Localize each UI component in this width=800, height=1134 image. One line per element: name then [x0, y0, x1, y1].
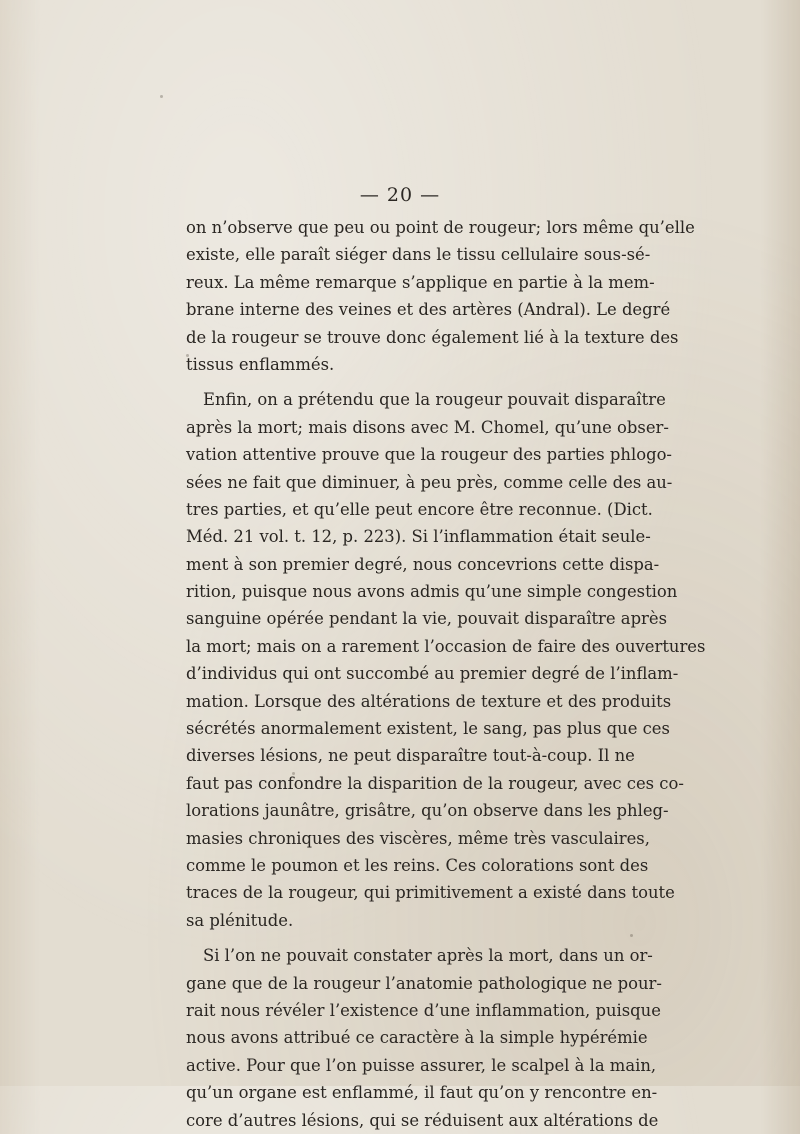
text-line: sanguine opérée pendant la vie, pouvait disparaître après — [186, 609, 668, 629]
text-line: nous avons attribué ce caractère à la simple hypérémie — [186, 1028, 648, 1048]
text-line: traces de la rougeur, qui primitivement a existé dans toute — [186, 883, 675, 903]
text-line: Méd. 21 vol. t. 12, p. 223). Si l’inflammation était seule- — [186, 527, 651, 547]
text-line: après la mort; mais disons avec M. Chomel, qu’une obser- — [186, 417, 669, 437]
text-line: Si l’on ne pouvait constater après la mort, dans un or- — [203, 946, 653, 966]
text-line: vation attentive prouve que la rougeur des parties phlogo- — [186, 445, 672, 465]
text-line: sécrétés anormalement existent, le sang, pas plus que ces — [186, 719, 670, 739]
text-line: ment à son premier degré, nous concevrions cette dispa- — [186, 554, 660, 574]
text-line: diverses lésions, ne peut disparaître tout-à-coup. Il ne — [186, 746, 635, 766]
body-text — [186, 214, 706, 1134]
text-line: active. Pour que l’on puisse assurer, le scalpel à la main, — [186, 1055, 657, 1075]
paper-speck — [630, 934, 633, 937]
text-line: gane que de la rougeur l’anatomie pathologique ne pour- — [186, 973, 662, 993]
paper-speck — [292, 772, 295, 775]
page-number: — 20 — — [359, 184, 441, 206]
paragraph-gap — [186, 934, 631, 942]
text-line: lorations jaunâtre, grisâtre, qu’on observe dans les phleg- — [186, 801, 669, 821]
text-line: la mort; mais on a rarement l’occasion de faire des ouvertures — [186, 636, 706, 656]
text-line: reux. La même remarque s’applique en partie à la mem- — [186, 272, 655, 292]
text-line: core d’autres lésions, qui se réduisent aux altérations de — [186, 1110, 659, 1130]
text-line: mation. Lorsque des altérations de texture et des produits — [186, 691, 672, 711]
paper-speck — [186, 354, 189, 357]
text-line: qu’un organe est enflammé, il faut qu’on y rencontre en- — [186, 1083, 658, 1103]
text-line: masies chroniques des viscères, même très vasculaires, — [186, 828, 650, 848]
text-line: sées ne fait que diminuer, à peu près, comme celle des au- — [186, 472, 673, 492]
text-line: tres parties, et qu’elle peut encore être reconnue. (Dict. — [186, 499, 653, 519]
text-line: faut pas confondre la disparition de la rougeur, avec ces co- — [186, 773, 684, 793]
text-line: rition, puisque nous avons admis qu’une simple congestion — [186, 582, 678, 602]
text-line: d’individus qui ont succombé au premier degré de l’inflam- — [186, 664, 679, 684]
text-line: brane interne des veines et des artères (Andral). Le degré — [186, 300, 671, 320]
text-line: rait nous révéler l’existence d’une inflammation, puisque — [186, 1000, 661, 1020]
text-line: de la rougeur se trouve donc également lié à la texture des — [186, 327, 679, 347]
paper-speck — [160, 95, 163, 98]
text-line: sa plénitude. — [186, 910, 294, 930]
text-line: Enfin, on a prétendu que la rougeur pouvait disparaître — [203, 390, 666, 410]
text-line: tissus enflammés. — [186, 354, 335, 374]
text-line: comme le poumon et les reins. Ces colorations sont des — [186, 855, 649, 875]
text-line: existe, elle paraît siéger dans le tissu cellulaire sous-sé- — [186, 245, 651, 265]
text-line: on n’observe que peu ou point de rougeur; lors même qu’elle — [186, 218, 695, 237]
paragraph-gap — [186, 378, 631, 386]
